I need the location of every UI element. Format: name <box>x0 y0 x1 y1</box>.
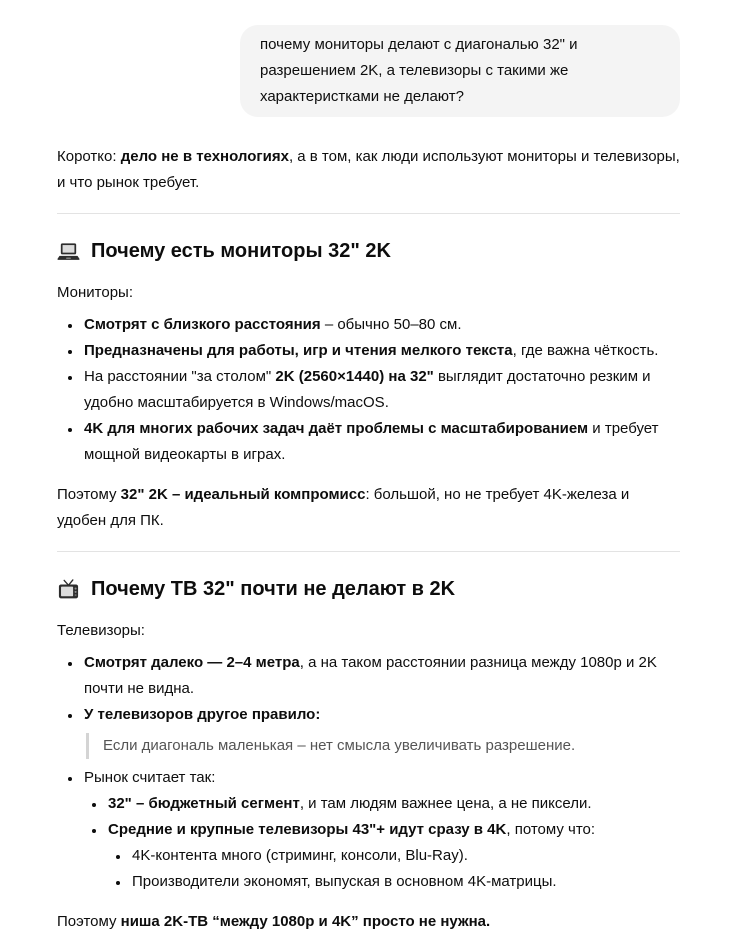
nested-list <box>84 791 680 895</box>
section-divider <box>57 213 680 214</box>
list-item: • На расстоянии "за столом" 2K (2560×1440) на 32" выглядит достаточно резким и удобно масштабируется в Windows/macOS. <box>82 364 680 416</box>
user-message-text: почему мониторы делают с диагональю 32" и разрешением 2K, а телевизоры с такими же характеристками не делают? <box>260 36 578 105</box>
list-item: • 4K для многих рабочих задач даёт проблемы с масштабированием и требует мощной видеокарты в играх. <box>82 416 680 468</box>
deep-nested-list <box>108 843 680 895</box>
section2-title: Почему ТВ 32" почти не делают в 2K <box>91 578 456 600</box>
section2-heading <box>57 576 680 602</box>
quote-block: Если диагональ маленькая – нет смысла увеличивать разрешение. <box>86 733 680 759</box>
list-item-text: Средние и крупные телевизоры 43"+ идут сразу в 4K, потому что: <box>108 821 596 838</box>
user-message-row <box>57 25 680 117</box>
list-item-text: Рынок считает так: <box>84 769 216 786</box>
list-item: • 4K-контента много (стриминг, консоли, Blu-Ray). <box>130 843 680 869</box>
section1-lead: Мониторы: <box>57 284 134 301</box>
chat-conversation <box>57 0 680 935</box>
section2-bullet-list <box>57 650 680 895</box>
section1-title: Почему есть мониторы 32" 2K <box>91 240 391 262</box>
tv-icon <box>57 578 80 601</box>
list-item: • 32" – бюджетный сегмент, и там людям важнее цена, а не пиксели. <box>106 791 680 817</box>
section1-bullet-list <box>57 312 680 468</box>
section1-heading <box>57 238 680 264</box>
section1-outro: Поэтому 32" 2K – идеальный компромисс: большой, но не требует 4K-железа и удобен для ПК. <box>57 486 630 529</box>
section-divider <box>57 551 680 552</box>
list-item <box>82 765 680 895</box>
assistant-message <box>57 144 680 935</box>
list-item: • Предназначены для работы, игр и чтения мелкого текста, где важна чёткость. <box>82 338 680 364</box>
list-item: • Смотрят далеко — 2–4 метра, а на таком расстоянии разница между 1080p и 2K почти не видна. <box>82 650 680 702</box>
list-item: • Производители экономят, выпуская в основном 4K-матрицы. <box>130 869 680 895</box>
list-item <box>106 817 680 895</box>
list-item: • Смотрят с близкого расстояния – обычно 50–80 см. <box>82 312 680 338</box>
user-message-bubble <box>240 25 680 117</box>
list-item-text: У телевизоров другое правило: <box>84 706 321 723</box>
section2-lead: Телевизоры: <box>57 622 145 639</box>
section2-outro: Поэтому ниша 2K-ТВ “между 1080p и 4K” просто не нужна. <box>57 913 491 930</box>
laptop-icon <box>57 240 80 263</box>
intro-paragraph: Коротко: дело не в технологиях, а в том, как люди используют мониторы и телевизоры, и что рынок требует. <box>57 148 680 191</box>
list-item <box>82 702 680 759</box>
